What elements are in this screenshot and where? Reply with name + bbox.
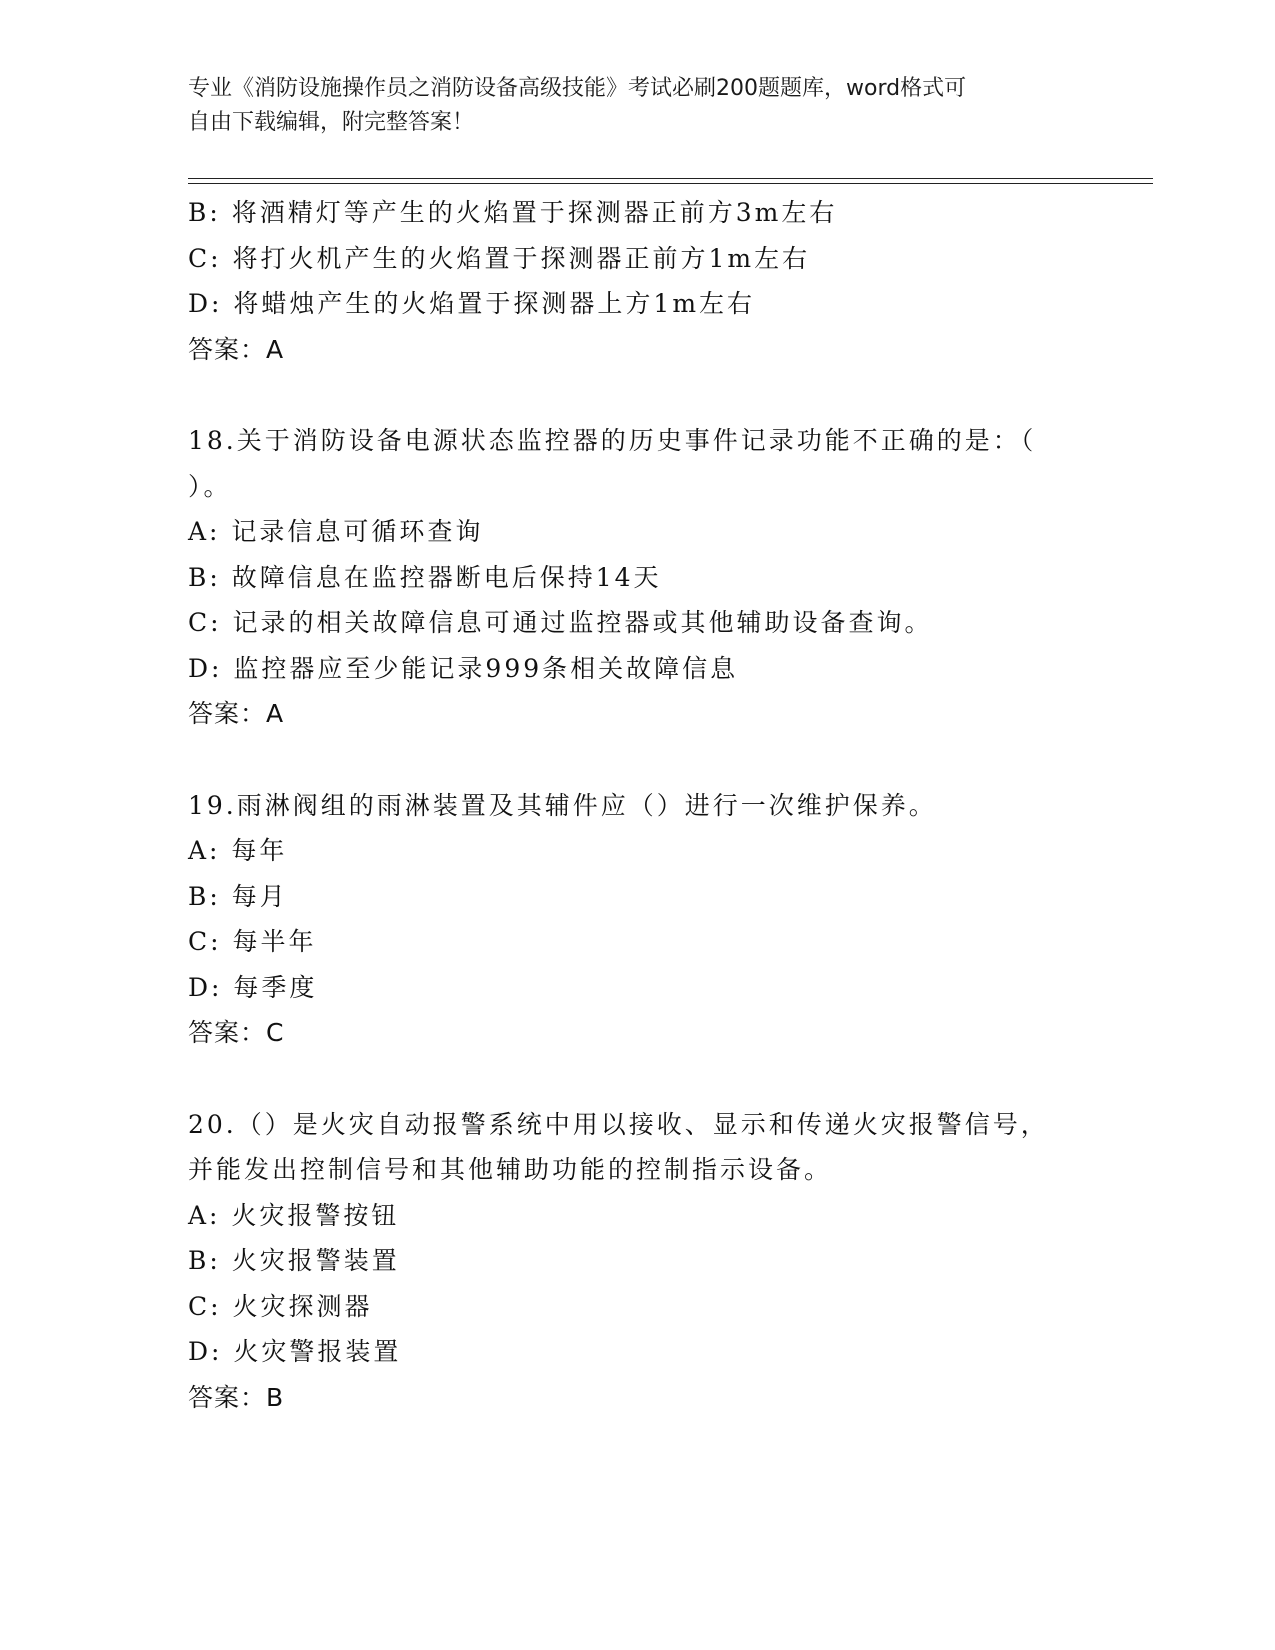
document-header [188, 72, 1068, 140]
option-d: D: 将蜡烛产生的火焰置于探测器上方1m左右 [188, 289, 756, 318]
question-content [188, 190, 1088, 1420]
answer-label: 答案：B [188, 1382, 285, 1412]
option-b: B: 将酒精灯等产生的火焰置于探测器正前方3m左右 [188, 198, 838, 227]
option-c: C: 记录的相关故障信息可通过监控器或其他辅助设备查询。 [188, 608, 933, 637]
header-divider-bottom [188, 183, 1153, 184]
header-title-line-1: 专业《消防设施操作员之消防设备高级技能》考试必刷200题题库，word格式可 [188, 76, 967, 101]
answer-label: 答案：C [188, 1018, 285, 1047]
question-stem-line-2: ）。 [188, 471, 232, 501]
spacer [188, 1056, 1088, 1102]
question-20 [188, 1102, 1088, 1421]
spacer [188, 372, 1088, 418]
option-d: D: 监控器应至少能记录999条相关故障信息 [188, 653, 739, 683]
question-stem-line-1: 20.（）是火灾自动报警系统中用以接收、显示和传递火灾报警信号， [188, 1109, 1049, 1139]
header-title-line-2: 自由下载编辑，附完整答案！ [188, 110, 475, 135]
question-stem-line-1: 18.关于消防设备电源状态监控器的历史事件记录功能不正确的是：（ [188, 426, 1037, 455]
option-d: D: 火灾警报装置 [188, 1337, 402, 1366]
question-19 [188, 783, 1088, 1056]
option-a: A: 火灾报警按钮 [188, 1200, 400, 1230]
question-stem-line-1: 19.雨淋阀组的雨淋装置及其辅件应（）进行一次维护保养。 [188, 790, 937, 820]
option-d: D: 每季度 [188, 972, 318, 1002]
answer-label: 答案：A [188, 699, 285, 728]
option-c: C: 火灾探测器 [188, 1291, 373, 1321]
option-b: B: 每月 [188, 881, 288, 911]
option-b: B: 火灾报警装置 [188, 1246, 400, 1275]
question-17-tail [188, 190, 1088, 372]
header-divider-top [188, 178, 1153, 179]
option-b: B: 故障信息在监控器断电后保持14天 [188, 562, 662, 592]
spacer [188, 737, 1088, 783]
question-stem-line-2: 并能发出控制信号和其他辅助功能的控制指示设备。 [188, 1155, 833, 1184]
question-18 [188, 418, 1088, 737]
answer-label: 答案：A [188, 334, 285, 364]
option-c: C: 每半年 [188, 927, 317, 956]
option-a: A: 每年 [188, 836, 288, 865]
option-a: A: 记录信息可循环查询 [188, 517, 484, 546]
option-c: C: 将打火机产生的火焰置于探测器正前方1m左右 [188, 243, 811, 273]
